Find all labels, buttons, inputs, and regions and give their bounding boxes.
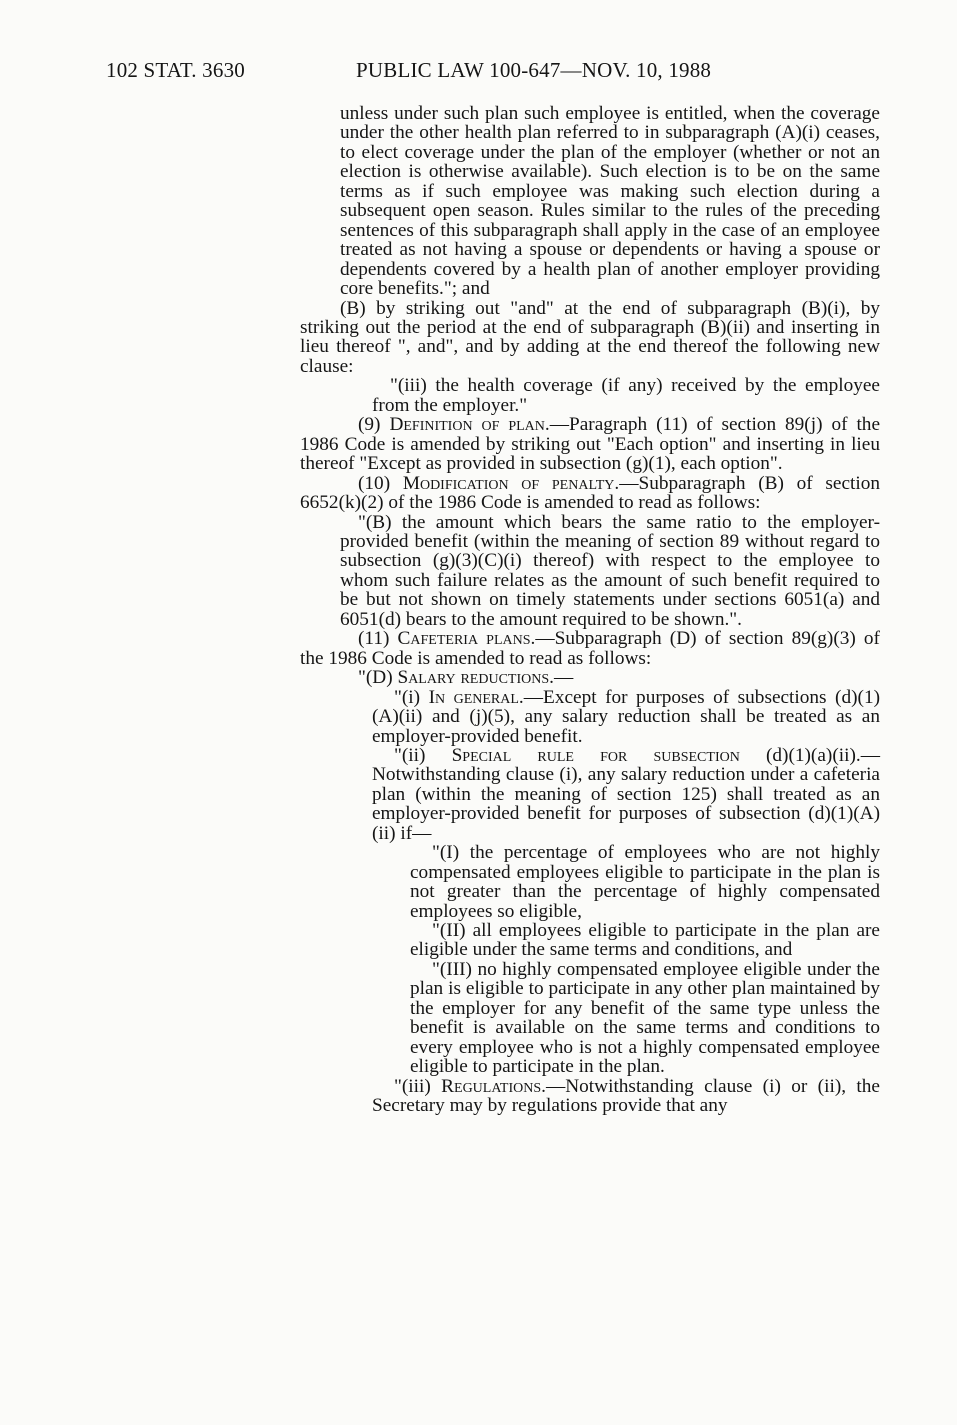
subclause-III: "(III) no highly compensated employee eligible under the plan is eligible to participate in any other plan maintained by the employer for any benefit of the same type unless the benefit is available on the same terms and conditions to every employee who is not a highly compensated employee eligible to participate in the plan. <box>410 958 880 1078</box>
clause-ii-heading: Special rule for subsection <box>451 744 740 766</box>
public-law-title: PUBLIC LAW 100-647—NOV. 10, 1988 <box>356 58 712 82</box>
paragraph-10-number: (10) <box>358 472 391 494</box>
clause-i-heading: In general. <box>428 686 524 708</box>
paragraph-11-heading: Cafeteria plans. <box>397 628 536 650</box>
paragraph-continuation: unless under such plan such employee is entitled, when the coverage under the other health plan referred to in subparagraph (A)(i) ceases, to elect coverage under the plan of the employer (whether or not an election is otherwise available). Such election is to be on the same terms as if such employee was making such election during a subsequent open season. Rules similar to the rules of the preceding sentences of this subparagraph shall apply in the case of an employee treated as not having a spouse or dependents or having a spouse or dependents covered by a health plan of another employer providing core benefits."; and <box>340 103 880 300</box>
statute-page-number: 102 STAT. 3630 <box>106 58 245 82</box>
paragraph-10-quote: "(B) the amount which bears the same ratio to the employer-provided benefit (within the meaning of section 89 without regard to subsection (g)(3)(C)(i) thereof) with respect to the employee to whom such failure relates as the amount of such benefit required to be but not shown on timely statements under sections 6051(a) and 6051(d) bears to the amount required to be shown.". <box>340 511 880 630</box>
paragraph-10-heading: Modification of penalty. <box>402 472 620 494</box>
subclause-I: "(I) the percentage of employees who are not highly compensated employees eligible to participate in the plan is not greater than the percentage of highly compensated employees so eligible, <box>410 842 880 922</box>
subparagraph-d-heading: Salary reductions. <box>397 667 554 689</box>
paragraph-11 <box>300 629 880 668</box>
clause-iii-heading: Regulations. <box>441 1075 546 1097</box>
paragraph-10-text: —Subparagraph (B) of section 6652(k)(2) of the 1986 Code is amended to read as follows: <box>300 472 880 514</box>
paragraph-9-heading: Definition of plan. <box>389 414 550 436</box>
document-body <box>300 104 880 1116</box>
clause-ii: "(ii) Special rule for subsection (d)(1)(a)(ii).—Notwithstanding clause (i), any salary reduction under a cafeteria plan (within the meaning of section 125) shall treated as an employer-provided benefit for purposes of subsection (d)(1)(A)(ii) if— <box>372 744 880 844</box>
clause-iii: "(iii) Regulations.—Notwithstanding clause (i) or (ii), the Secretary may by regulations provide that any <box>372 1075 880 1117</box>
paragraph-9-text: —Paragraph (11) of section 89(j) of the 1986 Code is amended by striking out "Each option" and inserting in lieu thereof "Except as provided in subsection (g)(1), each option". <box>300 414 880 475</box>
page-header <box>106 58 866 86</box>
paragraph-9-number: (9) <box>358 414 381 436</box>
paragraph-11-text: —Subparagraph (D) of section 89(g)(3) of the 1986 Code is amended to read as follows: <box>300 628 880 669</box>
subparagraph-d: "(D) Salary reductions.— <box>358 667 574 689</box>
paragraph-b: (B) by striking out "and" at the end of subparagraph (B)(i), by striking out the period at the end of subparagraph (B)(ii) and inserting in lieu thereof ", and", and by adding at the end thereof the following new clause: <box>300 297 880 377</box>
clause-i: "(i) In general.—Except for purposes of subsections (d)(1)(A)(ii) and (j)(5), any salary reduction shall be treated as an employer-provided benefit. <box>372 686 881 747</box>
clause-iii-inserted: "(iii) the health coverage (if any) received by the employee from the employer." <box>372 375 880 416</box>
paragraph-9 <box>300 415 880 473</box>
paragraph-10 <box>300 474 880 513</box>
paragraph-11-number: (11) <box>358 628 390 650</box>
subclause-II: "(II) all employees eligible to participate in the plan are eligible under the same terms and conditions, and <box>410 920 880 961</box>
